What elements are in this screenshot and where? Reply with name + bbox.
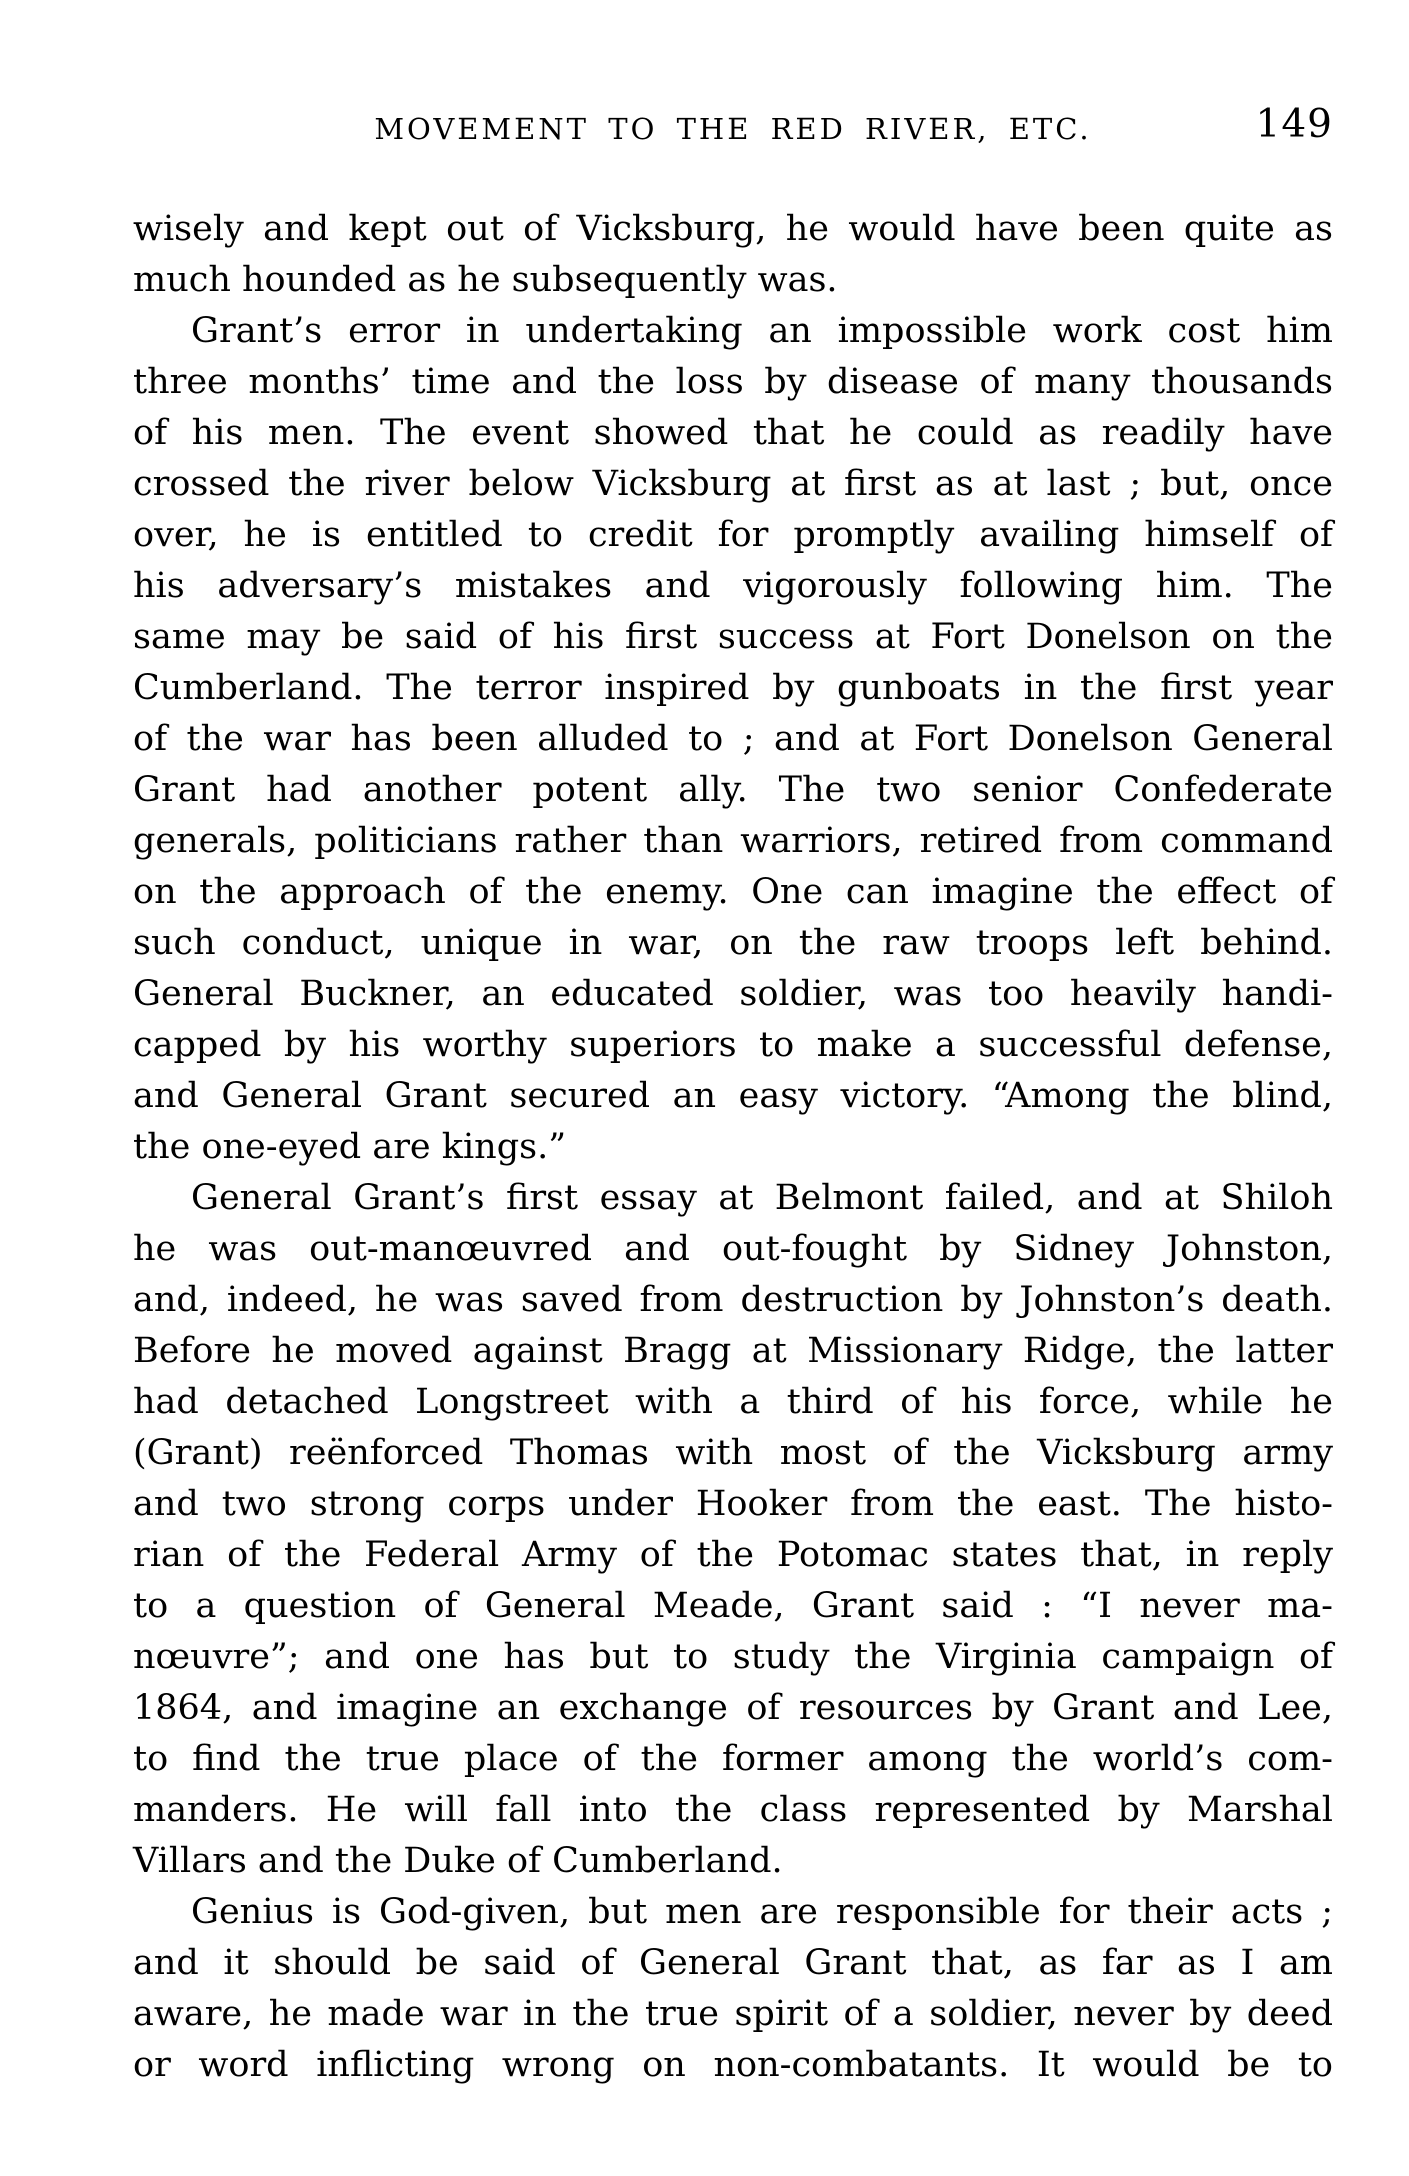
paragraph xyxy=(133,306,1333,1173)
text-line: Grant’s error in undertaking an impossible work cost him xyxy=(191,311,1333,351)
text-line: and two strong corps under Hooker from the east. The histo- xyxy=(133,1484,1333,1524)
text-line: to a question of General Meade, Grant said : “I never ma- xyxy=(133,1586,1333,1626)
text-line: to find the true place of the former among the world’s com- xyxy=(133,1739,1333,1779)
text-line: Villars and the Duke of Cumberland. xyxy=(133,1841,783,1881)
text-line: Grant had another potent ally. The two senior Confederate xyxy=(133,770,1333,810)
text-line: such conduct, unique in war, on the raw troops left behind. xyxy=(133,923,1333,963)
paragraph xyxy=(133,1887,1333,2091)
text-line: nœuvre”; and one has but to study the Virginia campaign of xyxy=(133,1637,1333,1677)
text-line: his adversary’s mistakes and vigorously following him. The xyxy=(133,566,1333,606)
text-line: and General Grant secured an easy victory. “Among the blind, xyxy=(133,1076,1333,1116)
page-number: 149 xyxy=(1255,102,1333,147)
text-line: and it should be said of General Grant that, as far as I am xyxy=(133,1943,1333,1983)
text-line: capped by his worthy superiors to make a successful defense, xyxy=(133,1025,1333,1065)
text-line: General Buckner, an educated soldier, was too heavily handi- xyxy=(133,974,1333,1014)
text-line: he was out-manœuvred and out-fought by Sidney Johnston, xyxy=(133,1229,1333,1269)
text-line: of the war has been alluded to ; and at Fort Donelson General xyxy=(133,719,1333,759)
text-line: on the approach of the enemy. One can imagine the effect of xyxy=(133,872,1333,912)
text-line: aware, he made war in the true spirit of a soldier, never by deed xyxy=(133,1994,1333,2034)
text-line: generals, politicians rather than warriors, retired from command xyxy=(133,821,1333,861)
text-line: or word inflicting wrong on non-combatants. It would be to xyxy=(133,2045,1333,2085)
text-line: over, he is entitled to credit for promptly availing himself of xyxy=(133,515,1333,555)
text-line: (Grant) reënforced Thomas with most of the Vicksburg army xyxy=(133,1433,1333,1473)
text-line: General Grant’s first essay at Belmont failed, and at Shiloh xyxy=(191,1178,1333,1218)
text-line: Genius is God-given, but men are responsible for their acts ; xyxy=(191,1892,1333,1932)
text-block xyxy=(133,204,1333,2091)
text-line: had detached Longstreet with a third of his force, while he xyxy=(133,1382,1333,1422)
paragraph xyxy=(133,1173,1333,1887)
text-line: the one-eyed are kings.” xyxy=(133,1127,567,1167)
text-line: wisely and kept out of Vicksburg, he would have been quite as xyxy=(133,209,1333,249)
page-header xyxy=(133,100,1333,160)
text-line: much hounded as he subsequently was. xyxy=(133,260,838,300)
text-line: and, indeed, he was saved from destruction by Johnston’s death. xyxy=(133,1280,1333,1320)
text-line: Before he moved against Bragg at Missionary Ridge, the latter xyxy=(133,1331,1333,1371)
running-title: MOVEMENT TO THE RED RIVER, ETC. xyxy=(374,112,1092,146)
text-line: Cumberland. The terror inspired by gunboats in the first year xyxy=(133,668,1333,708)
text-line: rian of the Federal Army of the Potomac states that, in reply xyxy=(133,1535,1333,1575)
text-line: manders. He will fall into the class represented by Marshal xyxy=(133,1790,1333,1830)
text-line: same may be said of his first success at Fort Donelson on the xyxy=(133,617,1333,657)
text-line: 1864, and imagine an exchange of resources by Grant and Lee, xyxy=(133,1688,1333,1728)
text-line: three months’ time and the loss by disease of many thousands xyxy=(133,362,1333,402)
text-line: crossed the river below Vicksburg at first as at last ; but, once xyxy=(133,464,1333,504)
text-line: of his men. The event showed that he could as readily have xyxy=(133,413,1333,453)
paragraph xyxy=(133,204,1333,306)
